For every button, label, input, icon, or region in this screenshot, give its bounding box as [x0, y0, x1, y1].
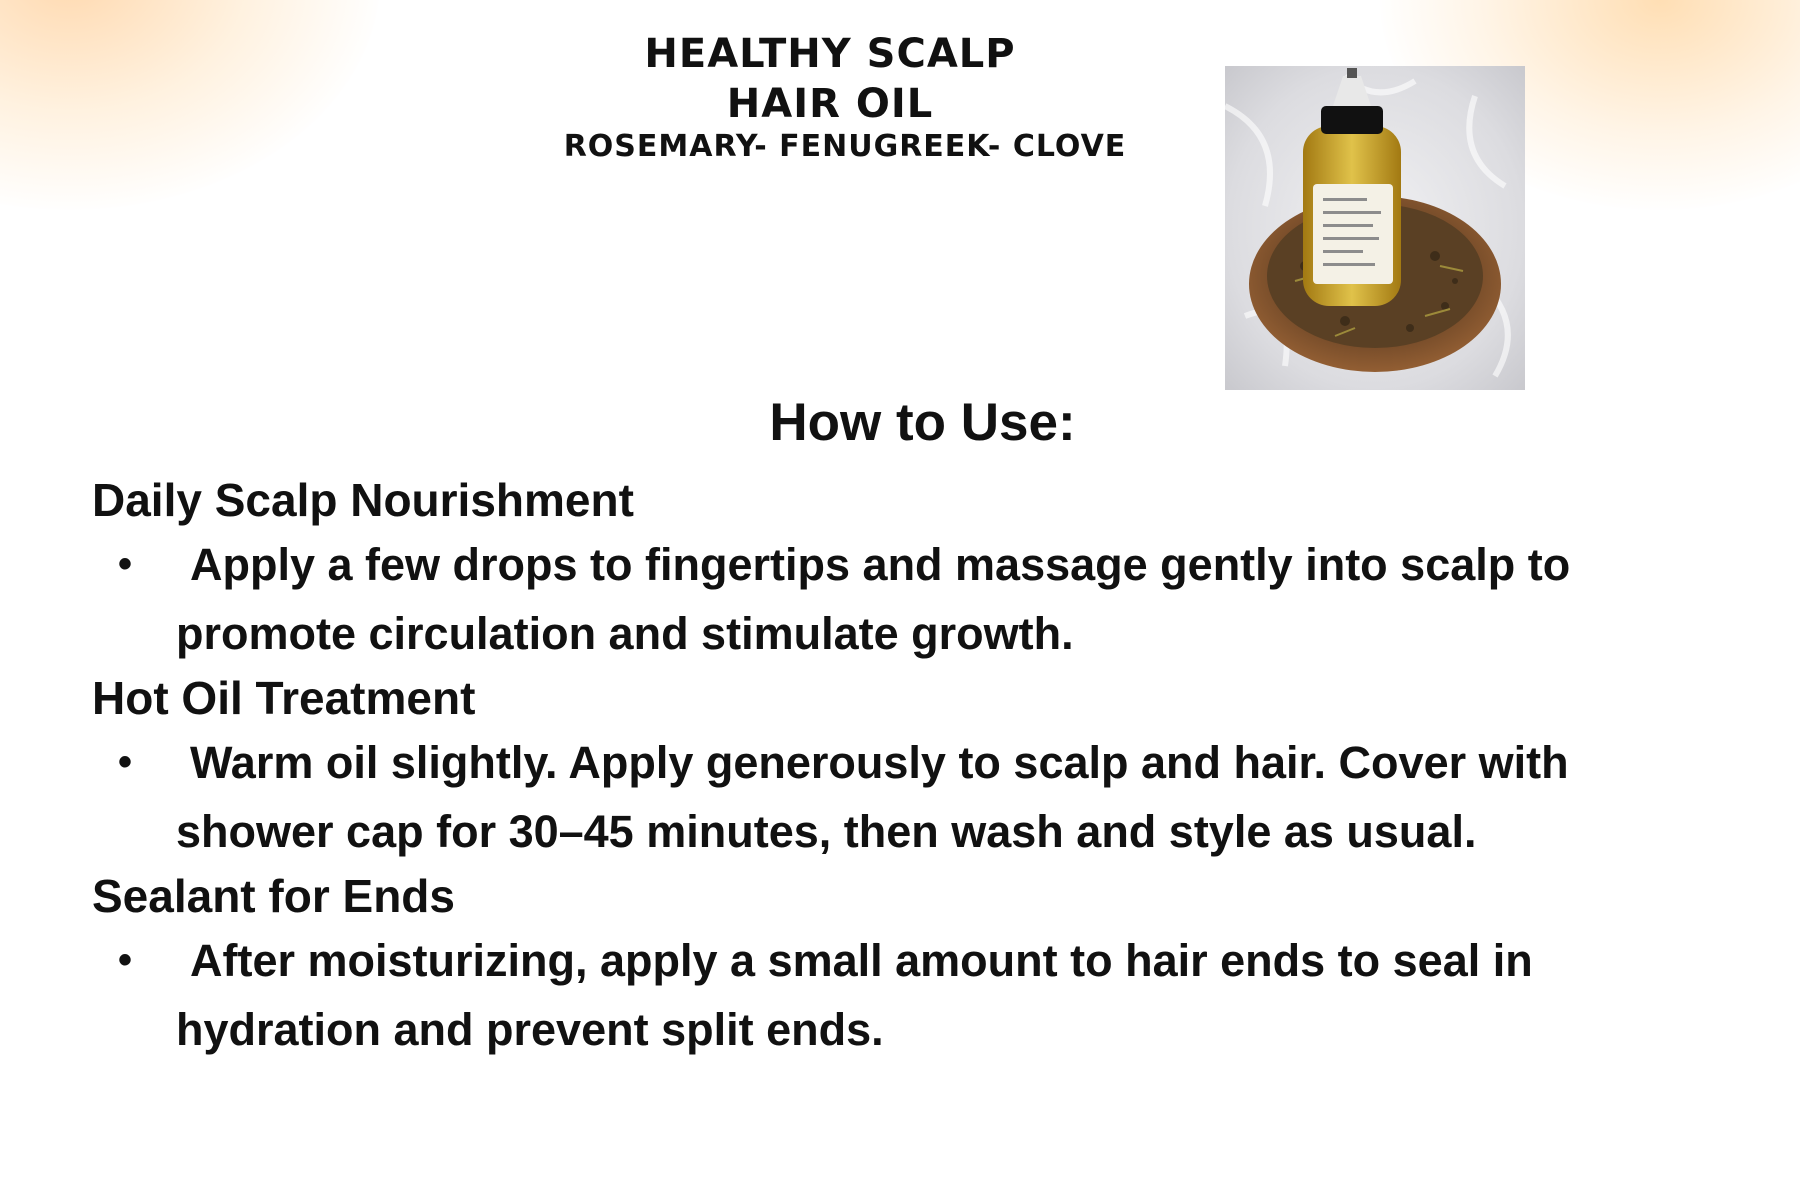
section-title-hot-oil-treatment: Hot Oil Treatment: [92, 672, 476, 724]
product-title-line-2: HAIR OIL: [726, 81, 934, 127]
ingredients-subtitle: ROSEMARY- FENUGREEK- CLOVE: [563, 129, 1127, 164]
instructions-list: [92, 470, 1732, 1064]
instruction-text: Warm oil slightly. Apply generously to scalp and hair. Cover with shower cap for 30–45 minutes, then wash and style as usual.: [176, 737, 1569, 857]
how-to-use-heading: How to Use:: [769, 393, 1076, 452]
list-item: [92, 530, 1732, 668]
oil-bottle-photo-icon: [1225, 66, 1525, 390]
list-item: [92, 728, 1732, 866]
section-title-daily-scalp-nourishment: Daily Scalp Nourishment: [92, 474, 634, 526]
bullet-icon: •: [118, 938, 133, 982]
section-title-sealant-for-ends: Sealant for Ends: [92, 870, 455, 922]
product-photo: [1225, 66, 1525, 390]
bullet-icon: •: [118, 740, 133, 784]
bullet-icon: •: [118, 542, 133, 586]
instruction-text: After moisturizing, apply a small amount to hair ends to seal in hydration and prevent split ends.: [176, 935, 1533, 1055]
product-title-line-1: HEALTHY SCALP: [644, 31, 1016, 77]
list-item: [92, 926, 1732, 1064]
instruction-text: Apply a few drops to fingertips and massage gently into scalp to promote circulation and stimulate growth.: [176, 539, 1571, 659]
